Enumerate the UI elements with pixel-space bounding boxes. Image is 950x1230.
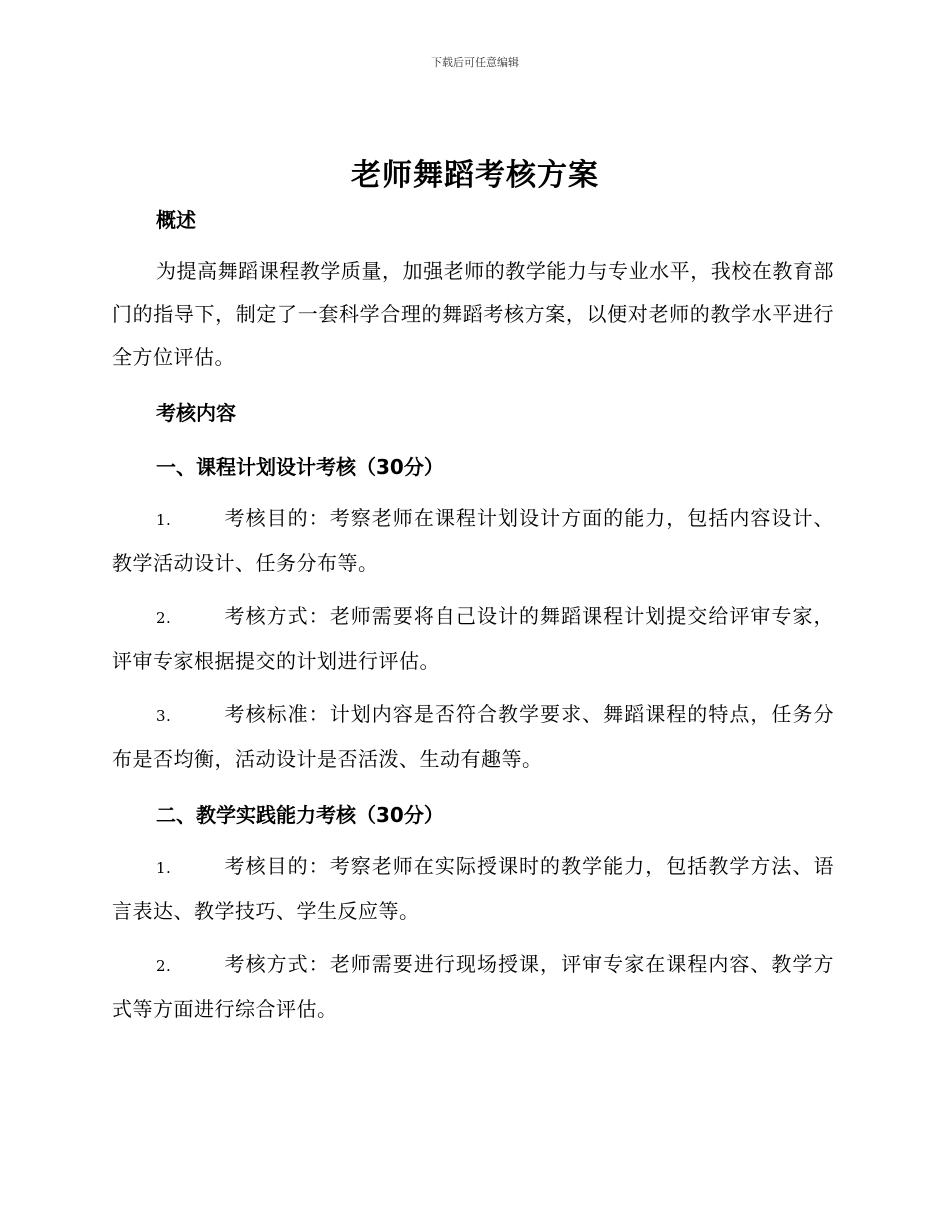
section-1-item-2 [112, 595, 834, 683]
item-number: 2. [156, 957, 172, 975]
section-1-item-1 [112, 497, 834, 585]
document-body [112, 196, 834, 1041]
item-number: 1. [156, 511, 172, 529]
section-2-heading: 二、教学实践能力考核（30分） [156, 803, 444, 827]
item-text: 考核方式：老师需要进行现场授课，评审专家在课程内容、教学方式等方面进行综合评估。 [112, 952, 834, 1021]
item-text: 考核方式：老师需要将自己设计的舞蹈课程计划提交给评审专家，评审专家根据提交的计划进行评估。 [112, 604, 834, 673]
item-text: 考核目的：考察老师在实际授课时的教学能力，包括教学方法、语言表达、教学技巧、学生反应等。 [112, 854, 834, 923]
overview-heading: 概述 [156, 208, 196, 232]
section-1-item-3 [112, 693, 834, 781]
document-title: 老师舞蹈考核方案 [351, 158, 599, 193]
section-2-item-1 [112, 845, 834, 933]
item-number: 2. [156, 609, 172, 627]
item-number: 1. [156, 859, 172, 877]
item-text: 考核目的：考察老师在课程计划设计方面的能力，包括内容设计、教学活动设计、任务分布等。 [112, 506, 834, 575]
section-1-heading: 一、课程计划设计考核（30分） [156, 455, 444, 479]
section-2-item-2 [112, 943, 834, 1031]
header-note: 下载后可任意编辑 [431, 56, 519, 69]
item-text: 考核标准：计划内容是否符合教学要求、舞蹈课程的特点，任务分布是否均衡，活动设计是否活泼、生动有趣等。 [112, 702, 834, 771]
overview-paragraph: 为提高舞蹈课程教学质量，加强老师的教学能力与专业水平，我校在教育部门的指导下，制定了一套科学合理的舞蹈考核方案，以便对老师的教学水平进行全方位评估。 [112, 259, 834, 369]
item-number: 3. [156, 707, 172, 725]
content-heading: 考核内容 [156, 401, 236, 425]
